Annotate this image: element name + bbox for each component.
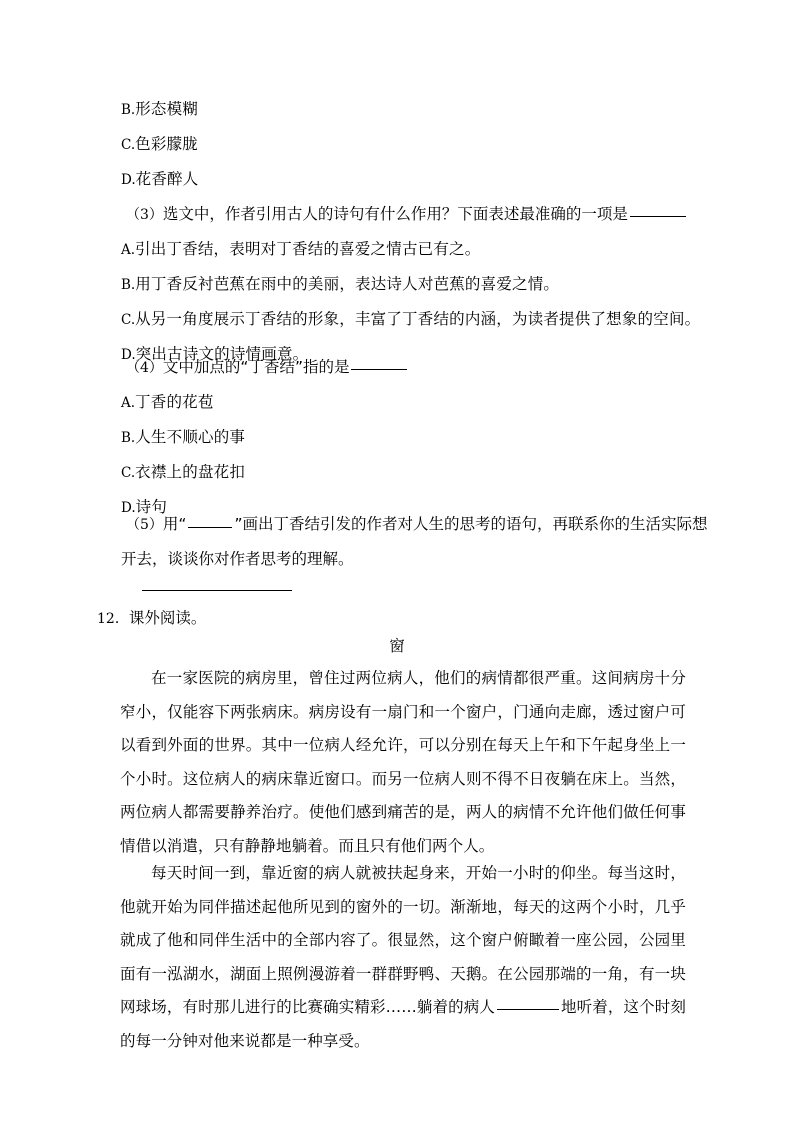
- question-4-text: 文中加点的“丁香结”指的是: [162, 358, 350, 376]
- item-12-number: 12．: [97, 611, 129, 627]
- option-text: 丁香的花苞: [135, 393, 214, 411]
- option-tag: B.: [121, 430, 136, 446]
- option-text: 色彩朦胧: [135, 135, 198, 153]
- option-item: [121, 385, 214, 421]
- passage-paragraph-2-part1: 每天时间一到，靠近窗的病人就被扶起身来，开始一小时的仰坐。每当这时，他就开始为同伴描述起他所见到的窗外的一切。渐渐地，每天的这两个小时，几乎就成了他和同伴生活中的全部内容了。很显然，这个窗户俯瞰着一座公园，公园里面有一泓湖水，湖面上照例漫游着一群群野鸭、天鹅。在公园那端的一角，有一块网球场，有时那儿进行的比赛确实精彩……躺着的病人: [120, 864, 686, 1017]
- option-item: [121, 92, 198, 128]
- option-text: 花香醉人: [135, 170, 199, 188]
- option-tag: D.: [121, 172, 136, 188]
- option-item: [121, 232, 480, 268]
- option-item: [121, 127, 198, 163]
- question-4-prompt: [126, 350, 409, 386]
- question-3-answer-blank[interactable]: [630, 216, 686, 217]
- question-4-number: （4）: [126, 360, 163, 376]
- question-5-text-after: ”画出丁香结引发的作者对人生的思考的语句，再联系你的生活实际想: [234, 515, 708, 533]
- question-5-prompt-line2: [121, 542, 354, 577]
- option-tag: B.: [121, 102, 136, 118]
- question-5-text-before: 用“: [162, 515, 187, 533]
- option-tag: B.: [121, 277, 136, 293]
- passage-inline-blank[interactable]: [497, 1009, 559, 1010]
- question-3-prompt: [126, 197, 688, 233]
- question-5-inline-rule: [188, 527, 232, 528]
- item-12-heading: [97, 603, 206, 634]
- passage-title: 窗: [389, 637, 405, 655]
- option-text: 形态模糊: [135, 100, 199, 118]
- option-item: [121, 267, 559, 303]
- option-item: [121, 162, 198, 198]
- question-3-text: 选文中，作者引用古人的诗句有什么作用？下面表述最准确的一项是: [162, 205, 628, 223]
- option-text: 用丁香反衬芭蕉在雨中的美丽，表达诗人对芭蕉的喜爱之情。: [135, 275, 560, 293]
- passage-paragraph-2: [120, 857, 686, 1059]
- option-item: [121, 420, 245, 456]
- question-5-number: （5）: [126, 517, 163, 533]
- option-text: 引出丁香结，表明对丁香结的喜爱之情古已有之。: [135, 240, 481, 258]
- option-tag: C.: [121, 465, 136, 481]
- passage-paragraph-1: 在一家医院的病房里，曾住过两位病人，他们的病情都很严重。这间病房十分窄小，仅能容下两张病床。病房设有一扇门和一个窗户，门通向走廊，透过窗户可以看到外面的世界。其中一位病人经允许，可以分别在每天上午和下午起身坐上一个小时。这位病人的病床靠近窗口。而另一位病人则不得不日夜躺在床上。当然，两位病人都需要静养治疗。使他们感到痛苦的是，两人的病情不允许他们做任何事情借以消遣，只有静静地躺着。而且只有他们两个人。: [120, 669, 686, 855]
- question-4-answer-blank[interactable]: [351, 369, 407, 370]
- option-item: [121, 302, 700, 338]
- option-tag: A.: [121, 242, 136, 258]
- option-tag: C.: [121, 137, 136, 153]
- option-item: [121, 455, 245, 491]
- option-tag: C.: [121, 312, 136, 328]
- passage-paragraph-2-part2: 地听着，这个时刻的每一分钟对他来说都是一种享受。: [120, 998, 686, 1050]
- item-12-label: 课外阅读。: [128, 609, 207, 627]
- question-5-answer-line[interactable]: [142, 590, 292, 591]
- question-5-text-line2: 开去，谈谈你对作者思考的理解。: [121, 550, 354, 568]
- option-text: 人生不顺心的事: [135, 428, 246, 446]
- option-tag: D.: [121, 500, 136, 516]
- option-text: 衣襟上的盘花扣: [135, 463, 246, 481]
- option-text: 从另一角度展示丁香结的形象，丰富了丁香结的内涵，为读者提供了想象的空间。: [135, 310, 701, 328]
- option-text: 诗句: [135, 498, 168, 516]
- option-tag: A.: [121, 395, 136, 411]
- option-text: 突出古诗文的诗情画意。: [135, 345, 309, 363]
- question-3-number: （3）: [126, 207, 163, 223]
- question-5-prompt-line1: [126, 507, 708, 543]
- option-tag: D.: [121, 347, 136, 363]
